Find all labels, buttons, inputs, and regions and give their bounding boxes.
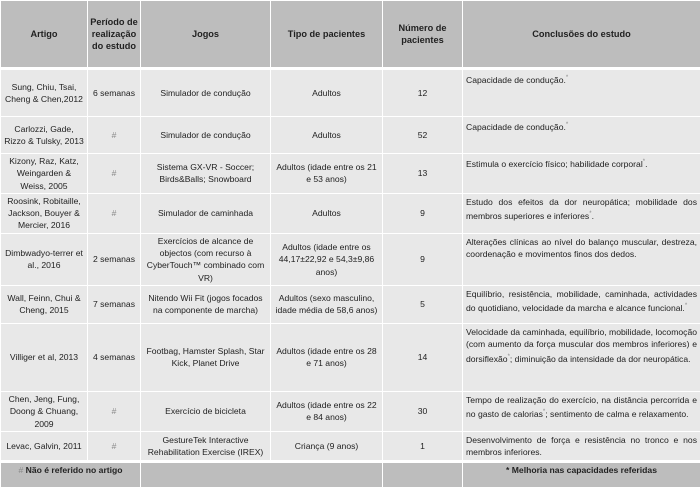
cell-conclusoes bbox=[463, 117, 700, 154]
header-tipo: Tipo de pacientes bbox=[271, 1, 383, 69]
cell-tipo: Adultos (idade entre os 22 e 84 anos) bbox=[271, 391, 383, 431]
improvement-mark: * bbox=[566, 75, 568, 81]
cell-numero: 52 bbox=[383, 117, 463, 154]
cell-periodo: 2 semanas bbox=[88, 233, 141, 285]
header-periodo: Período de realização do estudo bbox=[88, 1, 141, 69]
improvement-mark: * bbox=[643, 159, 645, 165]
cell-artigo: Villiger et al, 2013 bbox=[1, 323, 88, 391]
cell-numero: 9 bbox=[383, 193, 463, 233]
cell-tipo: Adultos (idade entre os 21 e 53 anos) bbox=[271, 154, 383, 194]
cell-artigo: Chen, Jeng, Fung, Doong & Chuang, 2009 bbox=[1, 391, 88, 431]
cell-periodo: # bbox=[88, 391, 141, 431]
cell-jogos: Simulador de condução bbox=[141, 117, 271, 154]
cell-conclusoes bbox=[463, 69, 700, 117]
cell-tipo: Adultos (idade entre os 44,17±22,92 e 54,3±9,86 anos) bbox=[271, 233, 383, 285]
cell-jogos: Simulador de caminhada bbox=[141, 193, 271, 233]
footer-empty-2 bbox=[383, 462, 463, 488]
table-row bbox=[1, 285, 700, 323]
cell-artigo: Dimbwadyo-terrer et al., 2016 bbox=[1, 233, 88, 285]
table-row bbox=[1, 431, 700, 462]
cell-numero: 1 bbox=[383, 431, 463, 462]
table-row bbox=[1, 391, 700, 431]
cell-tipo: Adultos bbox=[271, 69, 383, 117]
cell-numero: 5 bbox=[383, 285, 463, 323]
cell-jogos: GestureTek Interactive Rehabilitation Exercise (IREX) bbox=[141, 431, 271, 462]
header-row bbox=[1, 1, 700, 69]
conclusion-text: Equilíbrio, resistência, mobilidade, caminhada, actividades do quotidiano, velocidade da marcha e alcance funcional. bbox=[466, 289, 697, 313]
conclusion-tail: ; diminuição da intensidade da dor neuropática. bbox=[510, 353, 691, 363]
footer-legend-hash bbox=[1, 462, 141, 488]
hash-symbol: # bbox=[18, 465, 23, 475]
table-row bbox=[1, 233, 700, 285]
cell-numero: 13 bbox=[383, 154, 463, 194]
cell-periodo: # bbox=[88, 154, 141, 194]
cell-periodo: # bbox=[88, 193, 141, 233]
improvement-mark: * bbox=[566, 122, 568, 128]
cell-tipo: Adultos (sexo masculino, idade média de 58,6 anos) bbox=[271, 285, 383, 323]
improvement-mark: * bbox=[543, 409, 545, 415]
header-numero: Número de pacientes bbox=[383, 1, 463, 69]
improvement-mark: * bbox=[508, 354, 510, 360]
improvement-mark: * bbox=[685, 303, 687, 309]
conclusion-text: Capacidade de condução. bbox=[466, 122, 566, 132]
footer-legend-star: * Melhoria nas capacidades referidas bbox=[463, 462, 700, 488]
conclusion-tail: . bbox=[592, 211, 594, 221]
cell-periodo: 4 semanas bbox=[88, 323, 141, 391]
conclusion-text: Estimula o exercício físico; habilidade corporal bbox=[466, 159, 643, 169]
cell-periodo: # bbox=[88, 431, 141, 462]
cell-artigo: Roosink, Robitaille, Jackson, Bouyer & Mercier, 2016 bbox=[1, 193, 88, 233]
cell-artigo: Carlozzi, Gade, Rizzo & Tulsky, 2013 bbox=[1, 117, 88, 154]
cell-jogos: Exercícios de alcance de objectos (com recurso à CyberTouch™ combinado com VR) bbox=[141, 233, 271, 285]
cell-tipo: Adultos bbox=[271, 193, 383, 233]
conclusion-text: Estudo dos efeitos da dor neuropática; mobilidade dos membros superiores e inferiores bbox=[466, 197, 697, 221]
cell-tipo: Adultos (idade entre os 28 e 71 anos) bbox=[271, 323, 383, 391]
cell-jogos: Simulador de condução bbox=[141, 69, 271, 117]
cell-conclusoes bbox=[463, 154, 700, 194]
conclusion-text: Capacidade de condução. bbox=[466, 75, 566, 85]
cell-periodo: # bbox=[88, 117, 141, 154]
cell-tipo: Criança (9 anos) bbox=[271, 431, 383, 462]
table-row bbox=[1, 69, 700, 117]
cell-conclusoes bbox=[463, 233, 700, 285]
cell-artigo: Levac, Galvin, 2011 bbox=[1, 431, 88, 462]
table-row bbox=[1, 193, 700, 233]
improvement-mark: * bbox=[589, 211, 591, 217]
cell-numero: 14 bbox=[383, 323, 463, 391]
header-jogos: Jogos bbox=[141, 1, 271, 69]
cell-tipo: Adultos bbox=[271, 117, 383, 154]
conclusion-text: Alterações clínicas ao nível do balanço muscular, destreza, coordenação e movimentos finos dos dedos. bbox=[466, 237, 697, 259]
cell-conclusoes bbox=[463, 391, 700, 431]
header-conclusoes: Conclusões do estudo bbox=[463, 1, 700, 69]
footer-left-text: Não é referido no artigo bbox=[26, 465, 123, 475]
conclusion-tail: . bbox=[645, 159, 647, 169]
cell-periodo: 7 semanas bbox=[88, 285, 141, 323]
conclusion-text: Tempo de realização do exercício, na distância percorrida e no gasto de calorias bbox=[466, 395, 697, 419]
cell-artigo: Kizony, Raz, Katz, Weingarden & Weiss, 2005 bbox=[1, 154, 88, 194]
conclusion-text: Velocidade da caminhada, equilíbrio, mobilidade, locomoção (com aumento da força muscular dos membros inferiores) e dorsiflexão bbox=[466, 327, 697, 363]
cell-artigo: Wall, Feinn, Chui & Cheng, 2015 bbox=[1, 285, 88, 323]
conclusion-tail: ; sentimento de calma e relaxamento. bbox=[545, 409, 688, 419]
cell-conclusoes bbox=[463, 285, 700, 323]
cell-artigo: Sung, Chiu, Tsai, Cheng & Chen,2012 bbox=[1, 69, 88, 117]
table-row bbox=[1, 154, 700, 194]
cell-numero: 9 bbox=[383, 233, 463, 285]
cell-numero: 30 bbox=[383, 391, 463, 431]
cell-jogos: Exercício de bicicleta bbox=[141, 391, 271, 431]
cell-conclusoes bbox=[463, 323, 700, 391]
header-artigo: Artigo bbox=[1, 1, 88, 69]
cell-conclusoes bbox=[463, 193, 700, 233]
cell-conclusoes bbox=[463, 431, 700, 462]
conclusion-text: Desenvolvimento de força e resistência no tronco e nos membros inferiores. bbox=[466, 435, 697, 457]
table-row bbox=[1, 323, 700, 391]
footer-empty bbox=[141, 462, 383, 488]
footer-row bbox=[1, 462, 700, 488]
cell-periodo: 6 semanas bbox=[88, 69, 141, 117]
cell-numero: 12 bbox=[383, 69, 463, 117]
cell-jogos: Footbag, Hamster Splash, Star Kick, Planet Drive bbox=[141, 323, 271, 391]
cell-jogos: Sistema GX-VR - Soccer; Birds&Balls; Snowboard bbox=[141, 154, 271, 194]
cell-jogos: Nitendo Wii Fit (jogos focados na componente de marcha) bbox=[141, 285, 271, 323]
table-row bbox=[1, 117, 700, 154]
